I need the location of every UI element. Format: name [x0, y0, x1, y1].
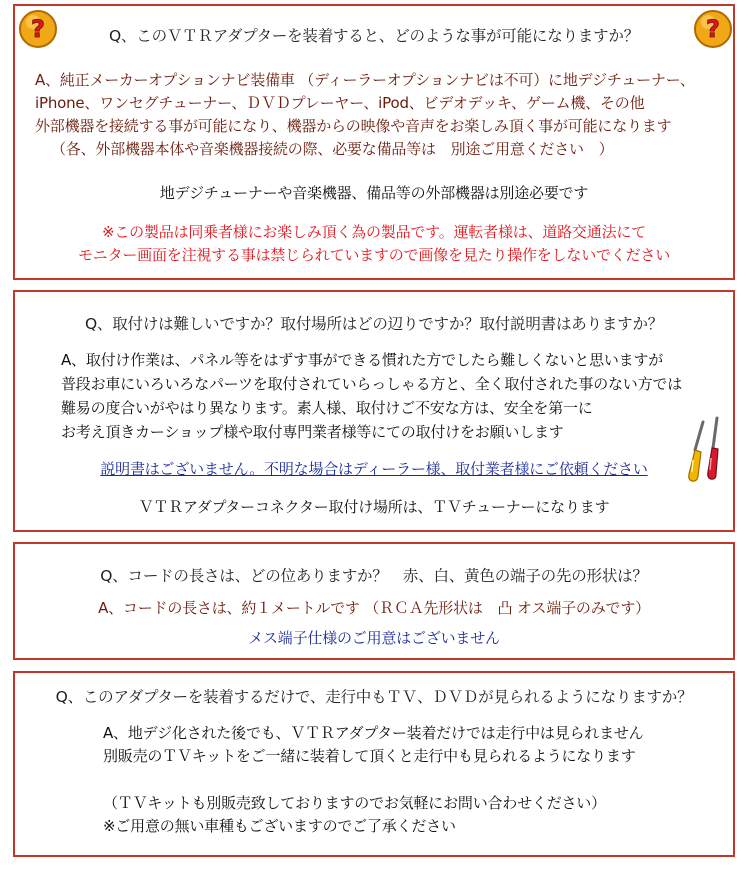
faq2-answer-line-2: 普段お車にいろいろなパーツを取付されていらっしゃる方と、全く取付された事のない方では	[61, 375, 683, 393]
faq2-answer-line-3: 難易の度合いがやはり異なります。素人様、取付けご不安な方は、安全を第一に	[61, 399, 593, 417]
faq4-question: Q、このアダプターを装着するだけで、走行中もＴＶ、ＤＶＤが見られるようになりますか？	[55, 688, 693, 706]
svg-text:?: ?	[31, 15, 45, 43]
faq2-manual-note-link[interactable]: 説明書はございません。不明な場合はディーラー様、取付業者様にご依頼ください	[100, 460, 648, 478]
faq3-note: メス端子仕様のご用意はございません	[248, 629, 500, 647]
svg-text:?: ?	[706, 15, 720, 43]
faq1-question: Q、このＶＴＲアダプターを装着すると、どのような事が可能になりますか？	[108, 27, 640, 45]
faq3-question: Q、コードの長さは、どの位ありますか？ 赤、白、黄色の端子の先の形状は？	[100, 567, 648, 585]
faq1-answer-line-2: iPhone、ワンセグチューナー、ＤＶＤプレーヤー、iPod、ビデオデッキ、ゲーム機、その他	[35, 94, 645, 112]
faq1-answer-line-4: （各、外部機器本体や音楽機器接続の際、必要な備品等は 別途ご用意ください ）	[51, 140, 614, 158]
faq-box-1	[13, 4, 735, 280]
faq3-answer: A、コードの長さは、約１メートルです （ＲＣＡ先形状は 凸 オス端子のみです）	[98, 599, 650, 617]
faq-box-2	[13, 290, 735, 532]
faq-box-3	[13, 542, 735, 660]
faq-box-4	[13, 671, 735, 857]
faq1-answer-line-1: A、純正メーカーオプションナビ装備車 （ディーラーオプションナビは不可）に地デジチューナー、	[35, 71, 695, 89]
faq2-question: Q、取付けは難しいですか？取付場所はどの辺りですか？取付説明書はありますか？	[84, 315, 664, 333]
faq2-answer-line-1: A、取付け作業は、パネル等をはずす事ができる慣れた方でしたら難しくないと思いますが	[61, 351, 664, 369]
faq2-location: ＶＴＲアダプターコネクター取付け場所は、ＴＶチューナーになります	[138, 498, 610, 516]
faq1-note: 地デジチューナーや音楽機器、備品等の外部機器は別途必要です	[159, 184, 589, 202]
faq1-warning-line-2: モニター画面を注視する事は禁じられていますので画像を見たり操作をしないでください	[77, 246, 670, 264]
faq4-extra-line-1: （ＴＶキットも別販売致しておりますのでお気軽にお問い合わせください）	[103, 794, 606, 812]
faq1-warning-line-1: ※この製品は同乗者様にお楽しみ頂く為の製品です。運転者様は、道路交通法にて	[102, 223, 646, 241]
faq4-answer-line-1: A、地デジ化された後でも、ＶＴＲアダプター装着だけでは走行中は見られません	[103, 724, 644, 742]
screwdriver-icon	[681, 416, 727, 484]
faq2-answer-line-4: お考え頂きカーショップ様や取付専門業者様等にての取付けをお願いします	[61, 423, 564, 441]
faq4-answer-line-2: 別販売のＴＶキットをご一緒に装着して頂くと走行中も見られるようになります	[103, 747, 636, 765]
faq4-extra-line-2: ※ご用意の無い車種もございますのでご了承ください	[103, 817, 456, 835]
faq1-answer-line-3: 外部機器を接続する事が可能になり、機器からの映像や音声をお楽しみ頂く事が可能になります	[35, 117, 672, 135]
